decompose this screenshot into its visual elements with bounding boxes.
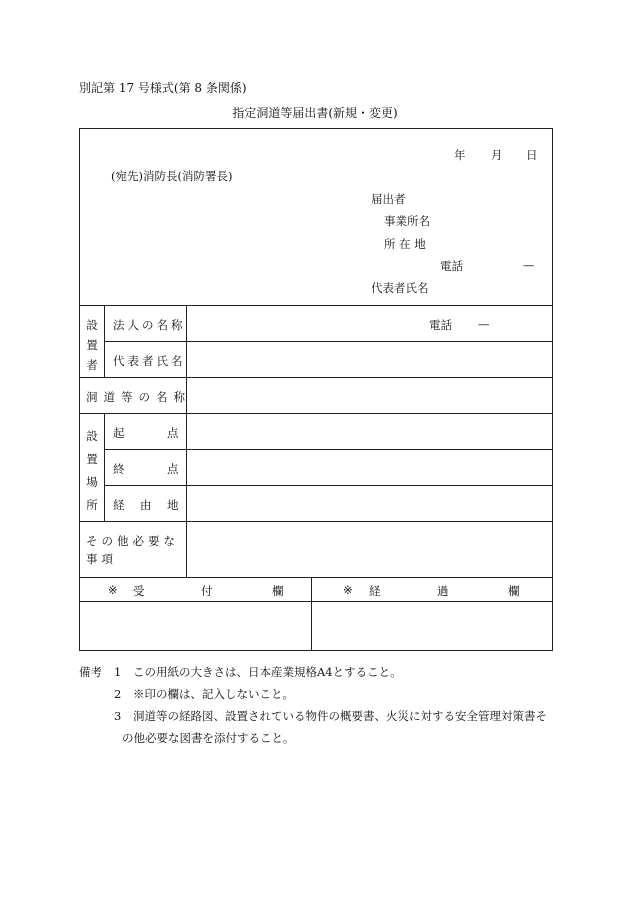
corp-phone-label: 電話: [429, 318, 452, 332]
rep-name-label: 代表者氏名: [113, 354, 186, 368]
reception-mark: ※: [108, 583, 118, 597]
other-items-label: その他必要な事項: [86, 534, 179, 566]
row-divider: [80, 305, 552, 306]
install-site-group-label: 設置場所: [86, 429, 98, 512]
note-number: 2: [114, 687, 122, 701]
via-label-1: 経: [113, 498, 125, 512]
reception-char-1: 受: [133, 584, 145, 598]
progress-char-1: 経: [369, 584, 381, 598]
month-label: 月: [491, 148, 503, 162]
end-label-1: 終: [113, 462, 125, 476]
column-divider: [186, 305, 187, 577]
office-name-label: 事業所名: [384, 214, 430, 228]
representative-label: 代表者氏名: [371, 281, 429, 295]
column-divider: [104, 413, 105, 521]
row-divider: [104, 449, 552, 450]
corp-name-label: 法人の名称: [113, 318, 186, 332]
notes-section: [79, 661, 547, 749]
notifier-label: 届出者: [371, 192, 406, 206]
day-label: 日: [526, 148, 538, 162]
progress-mark: ※: [343, 583, 353, 597]
row-divider: [80, 577, 552, 578]
note-number: 1: [114, 665, 122, 679]
note-item: [79, 683, 547, 705]
notes-heading: 備考: [79, 665, 102, 679]
form-frame: [79, 128, 553, 651]
column-divider: [104, 305, 105, 377]
location-label: 所 在 地: [384, 237, 426, 251]
column-divider: [311, 577, 312, 651]
form-number: 別記第 17 号様式(第 8 条関係): [79, 81, 247, 95]
note-text: この用紙の大きさは、日本産業規格A4とすること。: [133, 665, 402, 679]
addressee: (宛先)消防長(消防署長): [111, 169, 233, 183]
end-label-2: 点: [167, 462, 179, 476]
note-item: [79, 705, 547, 727]
note-text: ※印の欄は、記入しないこと。: [133, 687, 294, 701]
start-label-2: 点: [167, 426, 179, 440]
phone-dash: —: [523, 258, 535, 272]
reception-char-3: 欄: [272, 584, 284, 598]
tunnel-name-label: 洞道等の名称: [86, 390, 191, 404]
document-title: 指定洞道等届出書(新規・変更): [232, 106, 398, 120]
row-divider: [80, 521, 552, 522]
via-label-3: 地: [167, 498, 179, 512]
note-number: 3: [114, 709, 122, 723]
row-divider: [80, 377, 552, 378]
progress-char-2: 過: [437, 584, 449, 598]
phone-label: 電話: [440, 259, 463, 273]
row-divider: [104, 341, 552, 342]
progress-char-3: 欄: [508, 584, 520, 598]
note-item: [79, 661, 547, 683]
year-label: 年: [454, 148, 466, 162]
row-divider: [104, 485, 552, 486]
row-divider: [80, 413, 552, 414]
start-label-1: 起: [113, 426, 125, 440]
note-text: 洞道等の経路図、設置されている物件の概要書、火災に対する安全管理対策書そ: [133, 709, 547, 723]
reception-char-2: 付: [201, 584, 213, 598]
row-divider: [80, 601, 552, 602]
via-label-2: 由: [140, 498, 152, 512]
note-continuation: [79, 727, 547, 749]
installer-group-label: 設置者: [86, 318, 98, 372]
note-text: の他必要な図書を添付すること。: [122, 731, 295, 745]
corp-phone-dash: —: [478, 317, 490, 331]
